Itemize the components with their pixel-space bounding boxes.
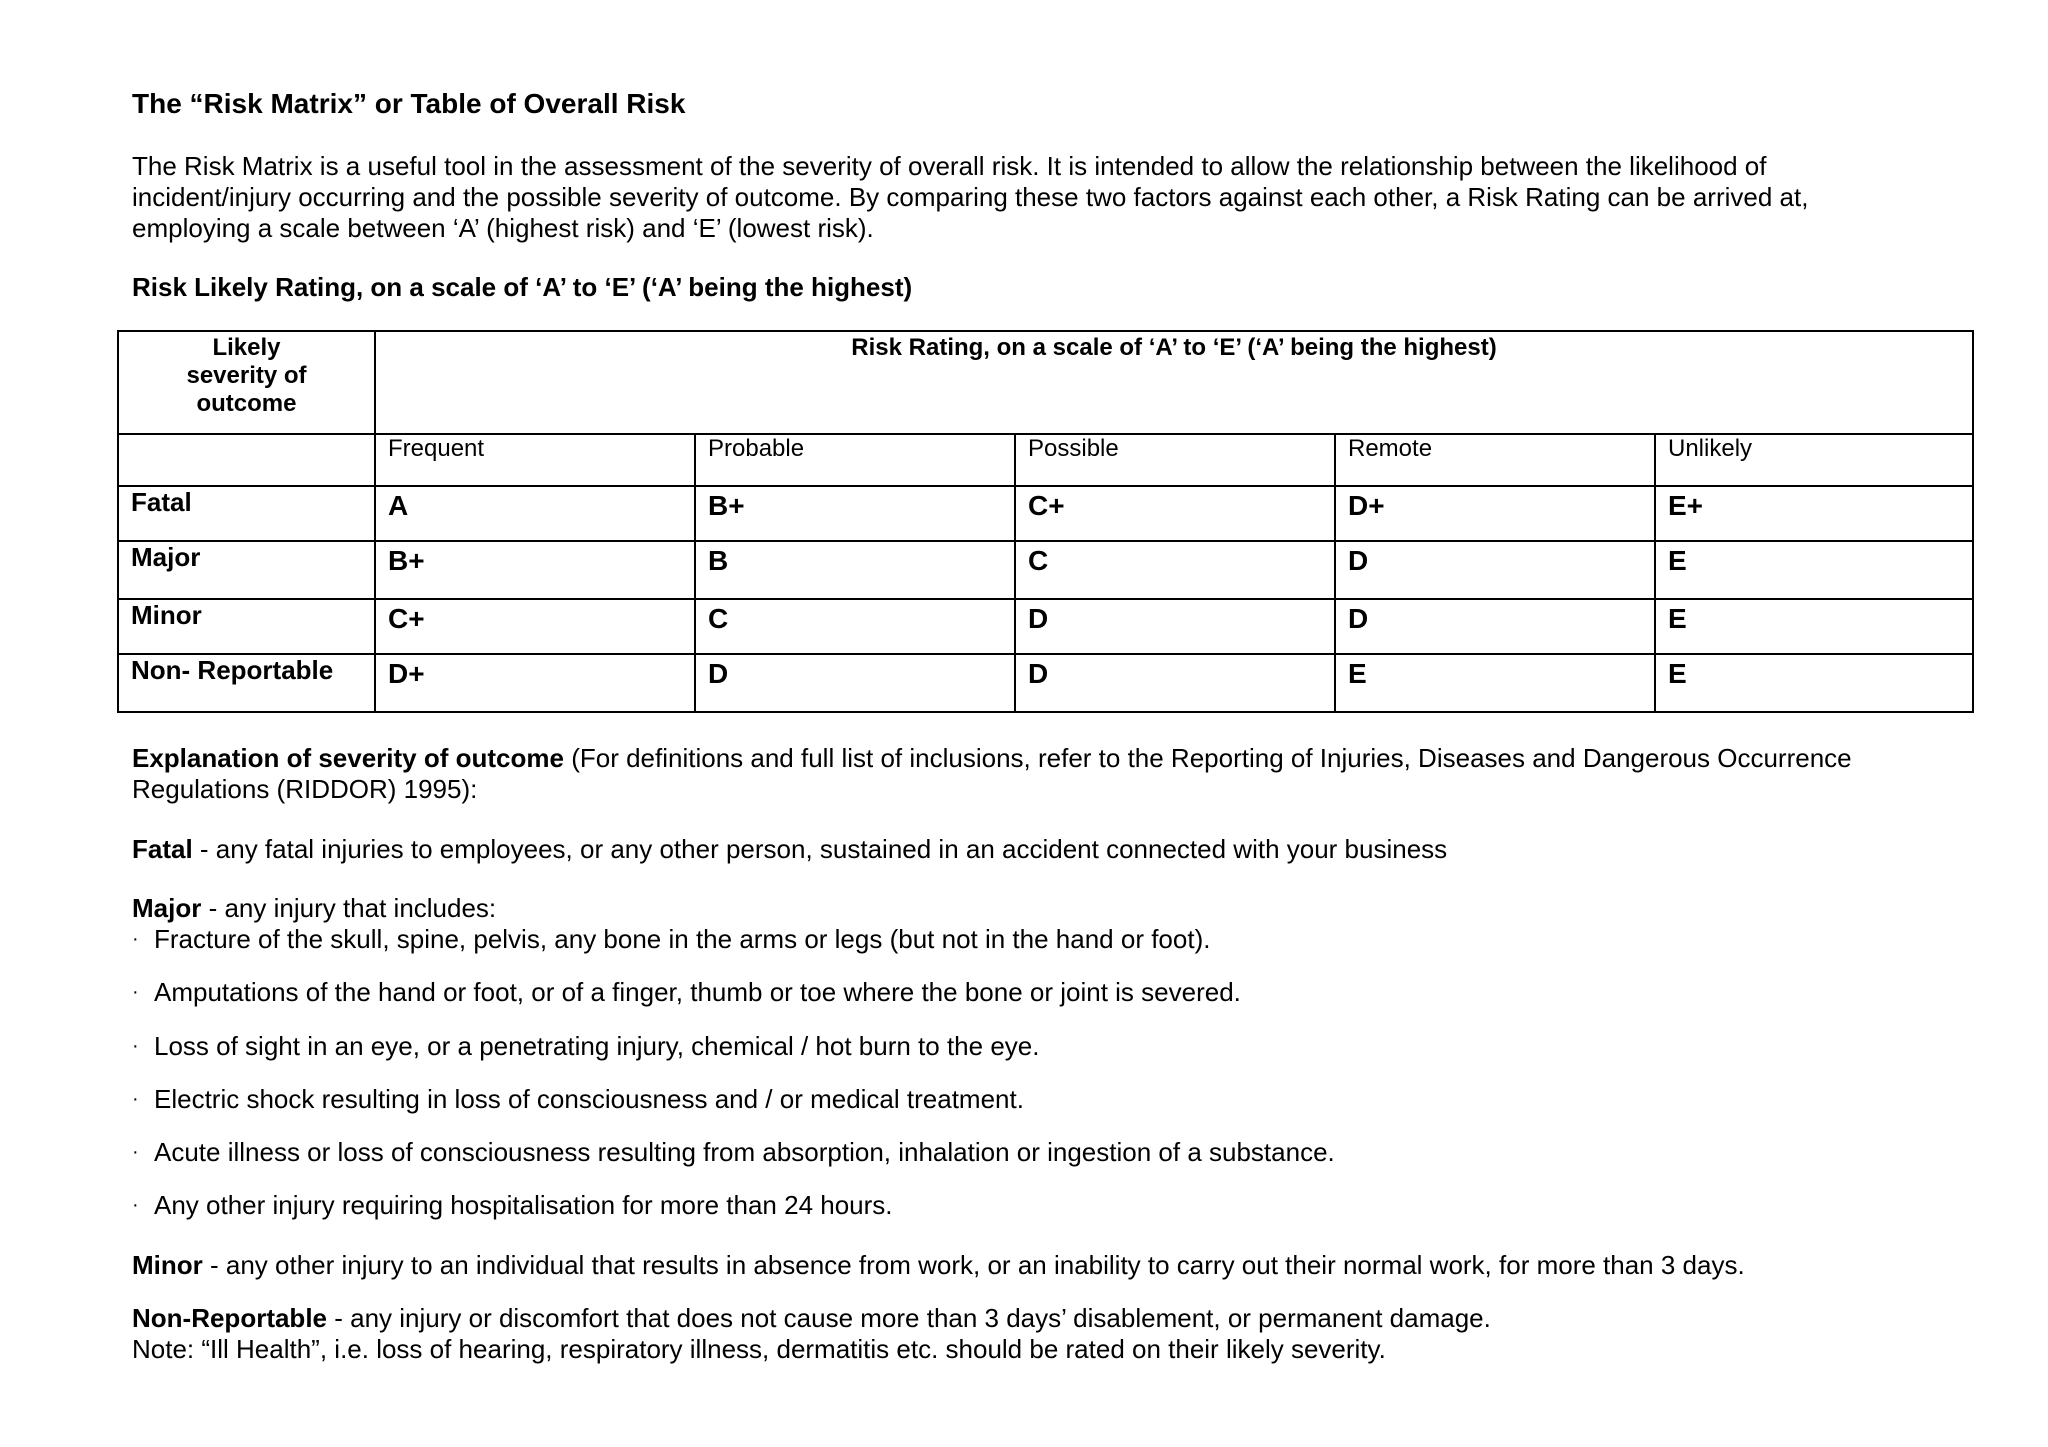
rating-cell: C xyxy=(695,599,1015,654)
severity-header-line: severity of xyxy=(186,362,307,389)
table-row-non-reportable xyxy=(118,654,1973,712)
severity-header-line: Likely xyxy=(212,334,281,361)
fatal-definition xyxy=(132,834,1447,865)
major-label: Major xyxy=(132,893,202,923)
major-text: - any injury that includes: xyxy=(201,893,497,923)
rating-cell: E xyxy=(1655,599,1973,654)
explanation-text: (For definitions and full list of inclusions, refer to the Reporting of Injuries, Diseases and Dangerous Occurrence xyxy=(563,743,1852,773)
rating-cell: D xyxy=(1015,599,1335,654)
list-item xyxy=(132,924,1210,955)
table-row-major xyxy=(118,541,1973,599)
bullet-glyph: · xyxy=(132,928,139,950)
minor-definition xyxy=(132,1250,1745,1281)
severity-label: Major xyxy=(118,541,375,599)
bullet-text: Electric shock resulting in loss of consciousness and / or medical treatment. xyxy=(154,1084,1024,1114)
rating-cell: C+ xyxy=(1015,486,1335,541)
fatal-label: Fatal xyxy=(132,834,193,864)
column-header-remote: Remote xyxy=(1335,434,1655,486)
page-title: The “Risk Matrix” or Table of Overall Risk xyxy=(132,88,686,119)
rating-cell: E+ xyxy=(1655,486,1973,541)
fatal-text: - any fatal injuries to employees, or any other person, sustained in an accident connected with your business xyxy=(192,834,1448,864)
table-header-row xyxy=(118,331,1973,434)
major-definition xyxy=(132,893,496,924)
list-item xyxy=(132,1031,1039,1062)
severity-explanation xyxy=(132,743,2012,805)
explanation-line xyxy=(132,743,2012,774)
intro-paragraph xyxy=(132,151,2012,244)
rating-cell: A xyxy=(375,486,695,541)
column-header-unlikely: Unlikely xyxy=(1655,434,1973,486)
table-row-fatal xyxy=(118,486,1973,541)
explanation-line: Regulations (RIDDOR) 1995): xyxy=(132,774,478,804)
rating-cell: D+ xyxy=(375,654,695,712)
bullet-text: Acute illness or loss of consciousness resulting from absorption, inhalation or ingestion of a substance. xyxy=(154,1137,1335,1167)
list-item xyxy=(132,1137,1335,1168)
bullet-glyph: · xyxy=(132,1088,139,1110)
rating-cell: D xyxy=(1335,541,1655,599)
ill-health-note: Note: “Ill Health”, i.e. loss of hearing, respiratory illness, dermatitis etc. should be rated on their likely severity. xyxy=(132,1334,1386,1364)
non-reportable-label: Non-Reportable xyxy=(132,1303,327,1333)
severity-label: Fatal xyxy=(118,486,375,541)
severity-header-line: outcome xyxy=(196,390,297,417)
minor-text: - any other injury to an individual that results in absence from work, or an inability to carry out their normal work, for more than 3 days. xyxy=(202,1250,1745,1280)
rating-cell: E xyxy=(1655,541,1973,599)
bullet-glyph: · xyxy=(132,981,139,1003)
rating-cell: E xyxy=(1335,654,1655,712)
risk-rating-subheading: Risk Likely Rating, on a scale of ‘A’ to ‘E’ (‘A’ being the highest) xyxy=(132,272,913,302)
severity-label: Non- Reportable xyxy=(118,654,375,712)
likelihood-header-row xyxy=(118,434,1973,486)
non-reportable-text: - any injury or discomfort that does not cause more than 3 days’ disablement, or permanent damage. xyxy=(327,1303,1491,1333)
bullet-text: Any other injury requiring hospitalisation for more than 24 hours. xyxy=(154,1190,893,1220)
bullet-text: Fracture of the skull, spine, pelvis, any bone in the arms or legs (but not in the hand or foot). xyxy=(154,924,1211,954)
column-header-possible: Possible xyxy=(1015,434,1335,486)
list-item xyxy=(132,1190,893,1221)
bullet-text: Loss of sight in an eye, or a penetrating injury, chemical / hot burn to the eye. xyxy=(154,1031,1040,1061)
bullet-glyph: · xyxy=(132,1035,139,1057)
table-row-minor xyxy=(118,599,1973,654)
list-item xyxy=(132,977,1241,1008)
empty-cell xyxy=(118,434,375,486)
severity-header-cell xyxy=(118,331,375,434)
column-header-probable: Probable xyxy=(695,434,1015,486)
explanation-heading: Explanation of severity of outcome xyxy=(132,743,564,773)
rating-cell: E xyxy=(1655,654,1973,712)
rating-cell: D xyxy=(1335,599,1655,654)
list-item xyxy=(132,1084,1024,1115)
column-header-frequent: Frequent xyxy=(375,434,695,486)
bullet-glyph: · xyxy=(132,1141,139,1163)
rating-cell: C+ xyxy=(375,599,695,654)
intro-line: employing a scale between ‘A’ (highest risk) and ‘E’ (lowest risk). xyxy=(132,213,874,243)
severity-label: Minor xyxy=(118,599,375,654)
intro-line: The Risk Matrix is a useful tool in the assessment of the severity of overall risk. It is intended to allow the relationship between the likelihood of xyxy=(132,151,1767,181)
rating-cell: B+ xyxy=(375,541,695,599)
minor-label: Minor xyxy=(132,1250,203,1280)
rating-cell: B xyxy=(695,541,1015,599)
bullet-glyph: · xyxy=(132,1194,139,1216)
rating-cell: B+ xyxy=(695,486,1015,541)
bullet-text: Amputations of the hand or foot, or of a finger, thumb or toe where the bone or joint is severed. xyxy=(154,977,1241,1007)
rating-cell: D xyxy=(695,654,1015,712)
rating-cell: D xyxy=(1015,654,1335,712)
rating-cell: D+ xyxy=(1335,486,1655,541)
rating-cell: C xyxy=(1015,541,1335,599)
risk-rating-header-cell: Risk Rating, on a scale of ‘A’ to ‘E’ (‘A’ being the highest) xyxy=(375,331,1973,434)
intro-line: incident/injury occurring and the possible severity of outcome. By comparing these two factors against each other, a Risk Rating can be arrived at, xyxy=(132,182,1809,212)
non-reportable-definition xyxy=(132,1303,1491,1334)
risk-matrix-table xyxy=(117,330,1974,713)
